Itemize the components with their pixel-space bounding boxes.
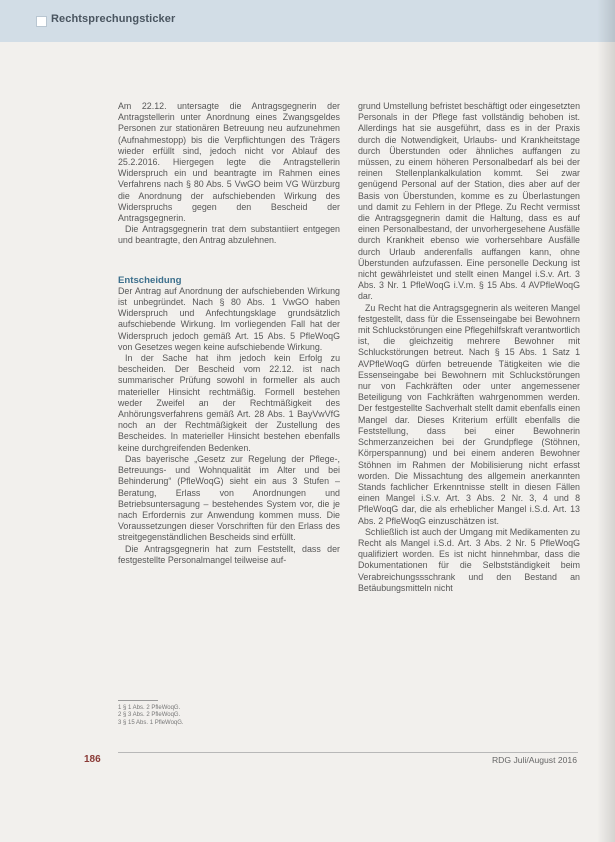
paragraph: Das bayerische „Gesetz zur Regelung der Pflege-, Betreuungs- und Wohnqualität im Alter und bei Behinderung“ (PfleWoqG) sieht ein aus 3 Stufen – Beratung, Erlass von Anordnungen und Betriebsuntersagung – bestehendes System vor, die je nach Erfordernis zur Anwendung kommen muss. Die Voraussetzungen dieser Vorschriften für den Erlass des streitgegenständlichen Bescheids sind erfüllt.	[118, 453, 340, 543]
paragraph: Die Antragsgegnerin trat dem substantiiert entgegen und beantragte, den Antrag abzulehnen.	[118, 224, 340, 246]
paragraph: Schließlich ist auch der Umgang mit Medikamenten zu Recht als Mangel i.S.d. Art. 3 Abs. 2 Nr. 5 PfleWoqG qualifiziert worden. Es ist nicht hinnehmbar, dass die Dokumentationen für die Selbstständigkeit beim Verabreichungssschrank und den Bestand an Betäubungsmitteln nicht	[358, 526, 580, 593]
paragraph: Zu Recht hat die Antragsgegnerin als weiteren Mangel festgestellt, dass für die Essenseingabe bei Bewohnern mit Schluckstörungen eine Pflegehilfskraft verantwortlich ist, die gleichzeitig mehrere Bewohner mit Schluckstörungen betreut. Nach § 15 Abs. 1 Satz 1 AVPfleWoqG dürfen betreuende Tätigkeiten wie die Essenseingabe bei Bewohnern mit Schluckstörungen nur von Fachkräften oder unter angemessener Beteiligung von Fachkräften wahrgenommen werden. Der festgestellte Sachverhalt stellt damit ebenfalls einen Mangel dar. Dieses Kriterium erfüllt ebenfalls die Feststellung, dass bei einer Bewohnerin Schmerzanzeichen bei der Grundpflege (Stöhnen, Körperspannung) und bei einem anderen Bewohner Stöhnen im Rahmen der Mobilisierung nicht erfasst worden. Die Missachtung des allgemein anerkannten Stands fachlicher Erkenntnisse stellt in diesen Fällen einen Mangel i.S.v. Art. 3 Abs. 2 Nr. 3, 4 und 8 PfleWoqG dar, die als erheblicher Mangel i.S.d. Art. 13 Abs. 2 PfleWoqG einzuschätzen ist.	[358, 302, 580, 526]
footnote: 3 § 15 Abs. 1 PfleWoqG.	[118, 719, 184, 726]
footnotes	[118, 705, 340, 727]
footnote-divider	[118, 700, 158, 701]
paragraph: Am 22.12. untersagte die Antragsgegnerin der Antragstellerin unter Anordnung eines Zwangsgeldes Personen zur stationären Betreuung neu aufzunehmen (Aufnahmestopp) bis die Verpflichtungen des Trägers wieder erfüllt sind, jedoch nicht vor Ablauf des 25.2.2016. Hiergegen legte die Antragstellerin Widerspruch ein und beantragte im Rahmen eines Verfahrens nach § 80 Abs. 5 VwGO beim VG Würzburg die Anordnung der aufschiebenden Wirkung des Widerspruchs gegen den Bescheid der Antragsgegnerin.	[118, 101, 340, 224]
section-heading: Entscheidung	[118, 274, 182, 286]
right-column	[358, 101, 580, 594]
footer-divider	[118, 752, 578, 753]
left-column	[118, 101, 340, 566]
paragraph: grund Umstellung befristet beschäftigt oder eingesetzten Personals in der Pflege fast vollständig behoben ist. Allerdings hat sie ausgeführt, dass es in der Praxis durch die Notwendigkeit, Urlaubs- und Krankheitstage durch Überstunden oder ähnliches auffangen zu müssen, zu einem höheren Personalbedarf als bei der reinen Stellenplankalkulation kommt. Sei zwar genügend Personal auf der Station, dies aber auf der Basis von Überstunden, komme es zu Überlastungen und damit zu Fehlern in der Pflege. Zu Recht vermisst die Antragsgegnerin damit die Haltung, dass es auf einen Personalbestand, der unvorhergesehene Ausfälle durch Krankheit ebenso wie vorhersehbare Ausfälle durch Urlaub anderenfalls auffangen kann, ohne Überstunden aufzufassen. Eine personelle Deckung ist nicht gewährleistet und stellt einen Mangel i.S.v. Art. 3 Abs. 3 Nr. 1 PfleWoqG i.V.m. § 15 Abs. 4 AVPfleWoqG dar.	[358, 101, 581, 302]
paragraph: In der Sache hat ihm jedoch kein Erfolg zu bescheiden. Der Bescheid vom 22.12. ist nach summarischer Prüfung sowohl in formeller als auch materieller Hinsicht rechtmäßig. Formell bestehen weder Zweifel an der Rechtmäßigkeit des Anhörungsverfahrens gemäß Art. 28 Abs. 1 BayVwVfG noch an der Rechtmäßigkeit der Zustellung des Bescheides. In materieller Hinsicht bestehen ebenfalls keine durchgreifenden Bedenken.	[118, 353, 340, 453]
footnote: 2 § 3 Abs. 2 PfleWoqG.	[118, 712, 181, 719]
page-edge-shadow	[597, 0, 615, 842]
section-title: Rechtsprechungsticker	[51, 13, 176, 25]
page-number: 186	[84, 754, 101, 765]
square-icon	[36, 16, 47, 27]
section-header-bar	[0, 0, 615, 42]
footnote: 1 § 1 Abs. 2 PfleWoqG.	[118, 705, 181, 711]
issue-label: RDG Juli/August 2016	[491, 755, 577, 765]
paragraph: Die Antragsgegnerin hat zum Feststellt, dass der festgestellte Personalmangel teilweise auf-	[118, 543, 340, 565]
paragraph: Der Antrag auf Anordnung der aufschiebenden Wirkung ist unbegründet. Nach § 80 Abs. 1 VwGO haben Widerspruch und Anfechtungsklage grundsätzlich aufschiebende Wirkung. Im vorliegenden Fall hat der Widerspruch jedoch gemäß Art. 15 Abs. 5 PfleWoqG von Gesetzes wegen keine aufschiebende Wirkung.	[118, 285, 340, 352]
